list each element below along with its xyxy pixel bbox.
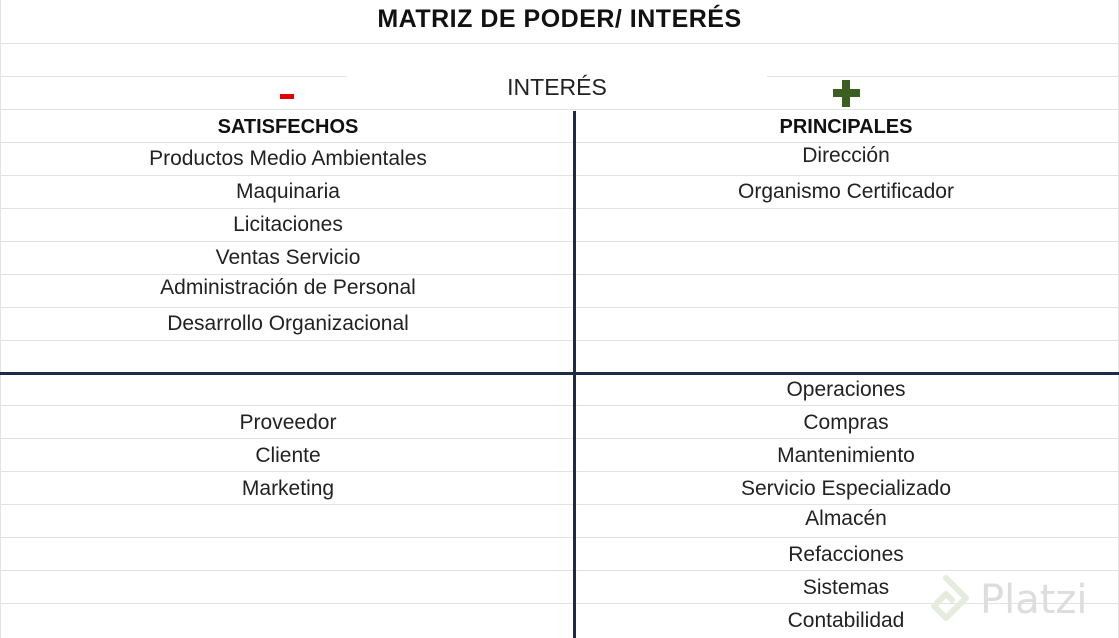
grid-row-line: [0, 570, 1119, 571]
high-interest-plus-icon: [833, 80, 860, 107]
quadrant-heading-principales: PRINCIPALES: [779, 116, 913, 138]
list-item: Dirección: [802, 144, 890, 167]
list-item: Productos Medio Ambientales: [149, 147, 427, 170]
list-item: Licitaciones: [233, 213, 343, 236]
matrix-title: MATRIZ DE PODER/ INTERÉS: [377, 5, 742, 33]
list-item: Mantenimiento: [777, 444, 915, 467]
grid-row-line: [0, 109, 1119, 110]
list-item: Operaciones: [786, 378, 906, 401]
grid-row-line: [0, 307, 1119, 308]
grid-row-line: [0, 471, 1119, 472]
list-item: Compras: [803, 411, 889, 434]
list-item: Organismo Certificador: [738, 180, 954, 203]
list-item: Contabilidad: [787, 609, 905, 632]
grid-row-line: [0, 537, 1119, 538]
list-item: Administración de Personal: [160, 276, 416, 299]
low-interest-minus-icon: [280, 94, 294, 99]
list-item: Maquinaria: [236, 180, 340, 203]
list-item: Almacén: [805, 507, 887, 530]
quadrant-heading-satisfechos: SATISFECHOS: [217, 116, 359, 138]
grid-row-line: [0, 241, 1119, 242]
platzi-watermark: [920, 572, 1110, 628]
list-item: Servicio Especializado: [740, 477, 952, 500]
watermark-text: Platzi: [980, 577, 1088, 623]
grid-col-line: [0, 0, 1, 638]
grid-row-line: [0, 208, 1119, 209]
list-item: Sistemas: [802, 576, 890, 599]
list-item: Desarrollo Organizacional: [167, 312, 409, 335]
interest-axis-label: INTERÉS: [347, 70, 767, 108]
grid-row-line: [0, 43, 1119, 44]
grid-row-line: [0, 438, 1119, 439]
list-item: Refacciones: [788, 543, 904, 566]
platzi-logo-icon: [920, 574, 972, 626]
list-item: Ventas Servicio: [215, 246, 361, 269]
grid-row-line: [0, 340, 1119, 341]
list-item: Marketing: [241, 477, 335, 500]
list-item: Proveedor: [239, 411, 337, 434]
grid-row-line: [0, 405, 1119, 406]
grid-row-line: [0, 175, 1119, 176]
list-item: Cliente: [255, 444, 321, 467]
